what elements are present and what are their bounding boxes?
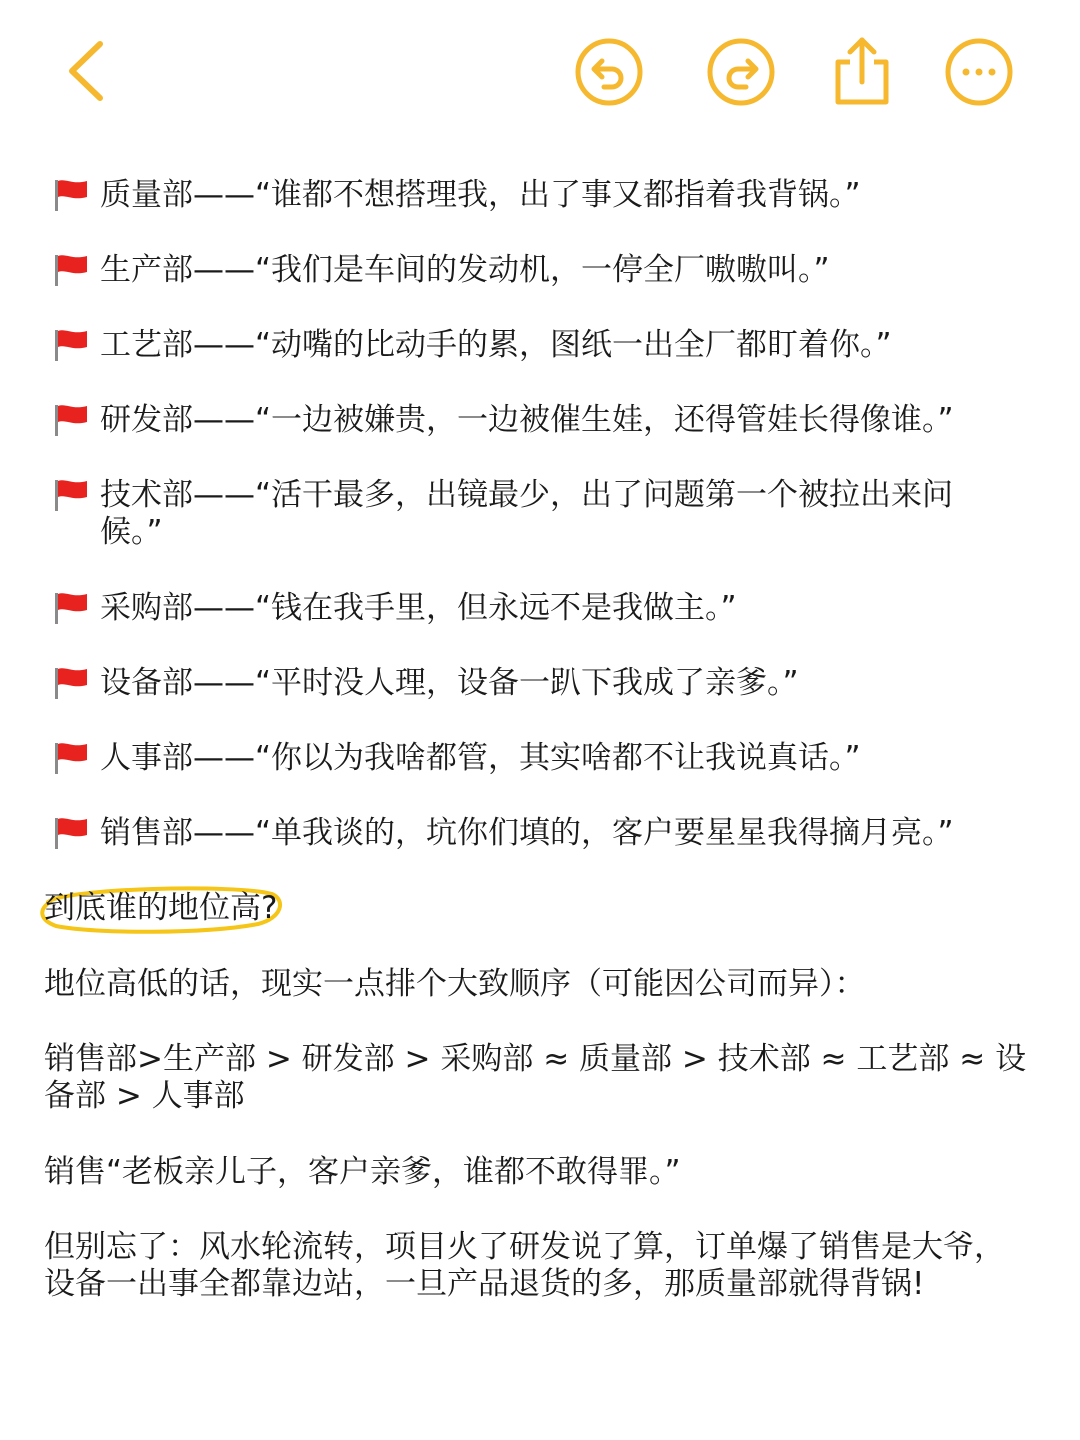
department-quote: 销售部——“单我谈的，坑你们填的，客户要星星我得摘月亮。” xyxy=(100,815,954,851)
undo-icon[interactable] xyxy=(574,37,644,107)
more-icon[interactable] xyxy=(944,37,1014,107)
red-flag-icon xyxy=(52,328,90,362)
question-heading xyxy=(44,890,277,927)
department-quote: 生产部——“我们是车间的发动机，一停全厂嗷嗷叫。” xyxy=(100,252,830,288)
red-flag-icon xyxy=(52,741,90,775)
department-quote: 研发部——“一边被嫌贵，一边被催生娃，还得管娃长得像谁。” xyxy=(100,402,954,438)
department-quote: 质量部——“谁都不想搭理我，出了事又都指着我背锅。” xyxy=(100,177,861,213)
department-quote: 工艺部——“动嘴的比动手的累，图纸一出全厂都盯着你。” xyxy=(100,327,892,363)
department-quote: 技术部——“活干最多，出镜最少，出了问题第一个被拉出来问候。” xyxy=(100,477,954,550)
share-icon[interactable] xyxy=(830,32,894,108)
department-quote: 设备部——“平时没人理，设备一趴下我成了亲爹。” xyxy=(100,665,799,701)
red-flag-icon xyxy=(52,253,90,287)
department-item xyxy=(52,477,1042,551)
red-flag-icon xyxy=(52,666,90,700)
department-item xyxy=(52,177,1042,214)
department-item xyxy=(52,590,1042,627)
department-item xyxy=(52,252,1042,289)
red-flag-icon xyxy=(52,403,90,437)
closing-paragraph: 但别忘了：风水轮流转，项目火了研发说了算，订单爆了销售是大爷，设备一出事全都靠边站，一旦产品退货的多，那质量部就得背锅! xyxy=(44,1229,1005,1302)
redo-icon[interactable] xyxy=(706,37,776,107)
red-flag-icon xyxy=(52,478,90,512)
red-flag-icon xyxy=(52,178,90,212)
ranking-order: 销售部>生产部 > 研发部 > 采购部 ≈ 质量部 > 技术部 ≈ 工艺部 ≈ 设备部 > 人事部 xyxy=(44,1041,1027,1114)
department-item xyxy=(52,665,1042,702)
top-toolbar xyxy=(0,0,1080,140)
question-text: 到底谁的地位高? xyxy=(44,890,278,926)
chevron-left-icon[interactable] xyxy=(58,36,114,106)
department-item xyxy=(52,740,1042,777)
department-quote: 采购部——“钱在我手里，但永远不是我做主。” xyxy=(100,590,737,626)
ranking-intro: 地位高低的话，现实一点排个大致顺序（可能因公司而异）： xyxy=(44,966,866,1002)
department-quote: 人事部——“你以为我啥都管，其实啥都不让我说真话。” xyxy=(100,740,861,776)
department-item xyxy=(52,815,1042,852)
department-item xyxy=(52,402,1042,439)
red-flag-icon xyxy=(52,591,90,625)
red-flag-icon xyxy=(52,816,90,850)
sales-quote: 销售“老板亲儿子，客户亲爹，谁都不敢得罪。” xyxy=(44,1154,681,1190)
department-item xyxy=(52,327,1042,364)
